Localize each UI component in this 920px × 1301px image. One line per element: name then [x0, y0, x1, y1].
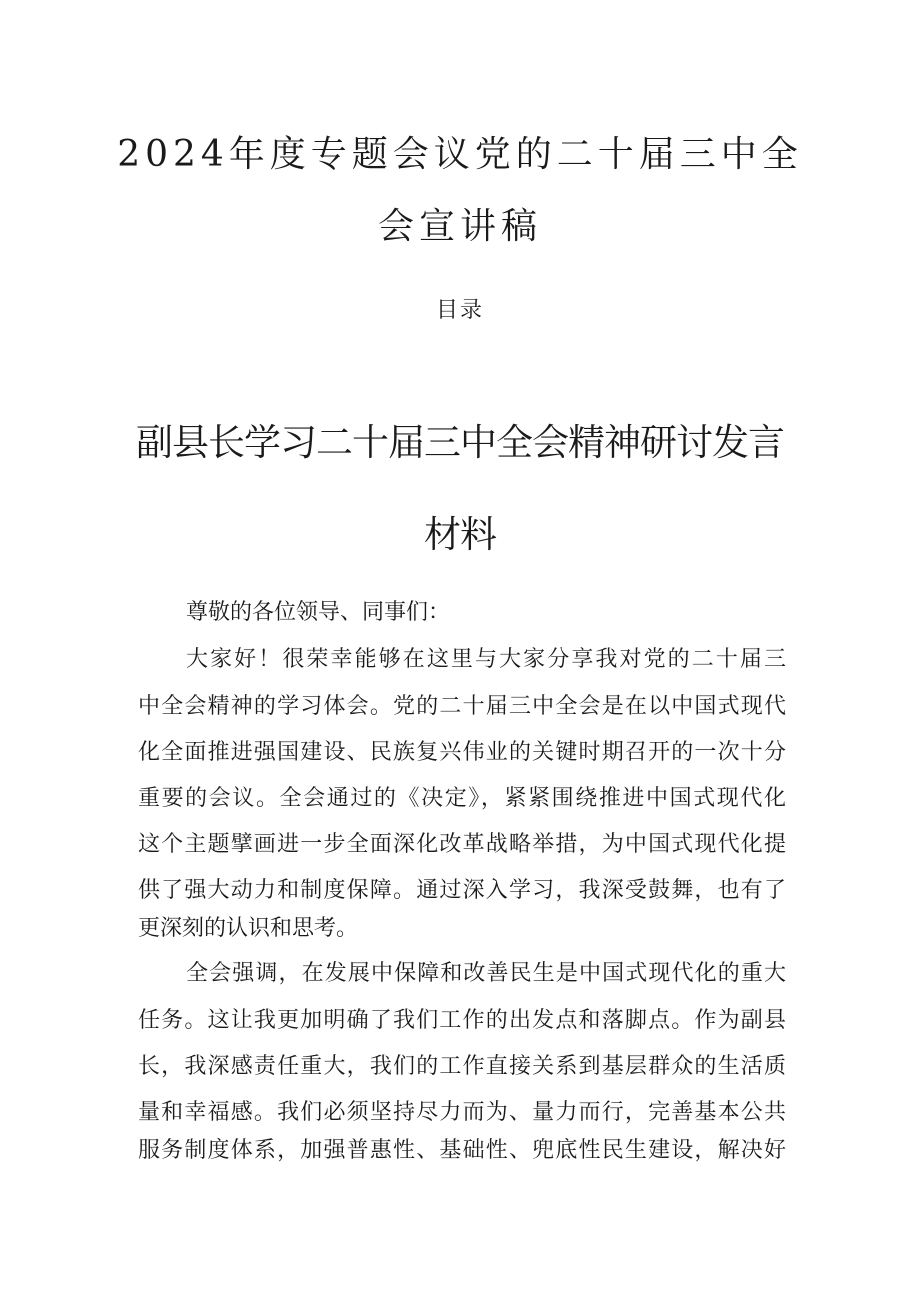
document-title-line-1: 2024年度专题会议党的二十届三中全: [117, 134, 803, 175]
paragraph-line: 任务。这让我更加明确了我们工作的出发点和落脚点。作为副县: [138, 1008, 786, 1033]
paragraph-line: 重要的会议。全会通过的《决定》，紧紧围绕推进中国式现代化: [138, 786, 786, 811]
document-title-line-2: 会宣讲稿: [377, 206, 542, 247]
paragraph-line: 化全面推进强国建设、民族复兴伟业的关键时期召开的一次十分: [138, 740, 786, 765]
paragraph-line: 全会强调，在发展中保障和改善民生是中国式现代化的重大: [186, 961, 786, 986]
paragraph-line: 大家好！很荣幸能够在这里与大家分享我对党的二十届三: [186, 647, 786, 672]
paragraph-line: 更深刻的认识和思考。: [138, 916, 359, 941]
salutation-line: 尊敬的各位领导、同事们：: [186, 600, 451, 625]
paragraph-line: 这个主题擘画进一步全面深化改革战略举措，为中国式现代化提: [138, 832, 786, 857]
table-of-contents-label: 目录: [435, 298, 484, 323]
section-title-line-1: 副县长学习二十届三中全会精神研讨发言: [136, 421, 784, 464]
paragraph-line: 中全会精神的学习体会。党的二十届三中全会是在以中国式现代: [138, 694, 786, 719]
paragraph-line: 长，我深感责任重大，我们的工作直接关系到基层群众的生活质: [138, 1054, 786, 1079]
paragraph-line: 服务制度体系，加强普惠性、基础性、兜底性民生建设，解决好: [138, 1138, 786, 1163]
section-title-line-2: 材料: [424, 513, 496, 556]
paragraph-line: 量和幸福感。我们必须坚持尽力而为、量力而行，完善基本公共: [138, 1100, 786, 1125]
paragraph-line: 供了强大动力和制度保障。通过深入学习，我深受鼓舞，也有了: [138, 878, 786, 903]
